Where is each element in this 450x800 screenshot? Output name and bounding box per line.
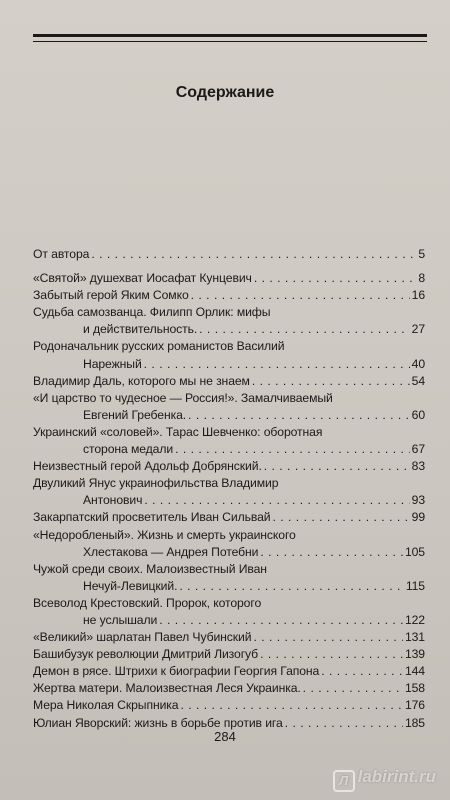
toc-entry bbox=[33, 561, 425, 595]
toc-entry bbox=[33, 424, 425, 458]
toc-leader-dots bbox=[303, 680, 403, 697]
toc-entry bbox=[33, 338, 425, 372]
toc-leader-dots bbox=[144, 356, 410, 373]
toc-entry-title: Демон в рясе. Штрихи к биографии Георгия Гапона bbox=[33, 664, 320, 679]
top-rule-thick bbox=[33, 34, 427, 37]
toc-entry-last-line bbox=[33, 246, 425, 263]
toc-entry-page: 67 bbox=[411, 442, 425, 457]
toc-entry-title: и действительность. bbox=[83, 322, 198, 337]
toc-entry bbox=[33, 287, 425, 304]
toc-entry-page: 115 bbox=[405, 578, 425, 593]
toc-entry-title: Двуликий Янус украинофильства Владимир bbox=[33, 476, 279, 491]
toc-entry-page: 93 bbox=[411, 493, 425, 508]
toc-entry-page: 139 bbox=[404, 647, 425, 662]
toc-entry-last-line bbox=[33, 407, 425, 424]
toc-entry-title: не услышали bbox=[83, 612, 158, 627]
toc-entry-last-line bbox=[33, 612, 425, 629]
toc-entry-last-line bbox=[33, 321, 425, 338]
toc-leader-dots bbox=[191, 287, 410, 304]
toc-entry-last-line bbox=[33, 356, 425, 373]
toc-leader-dots bbox=[272, 509, 409, 526]
toc-leader-dots bbox=[188, 407, 410, 424]
toc-entry bbox=[33, 680, 425, 697]
toc-entry-page: 5 bbox=[418, 247, 425, 261]
toc-entry-title: Закарпатский просветитель Иван Сильвай bbox=[33, 510, 271, 525]
toc-entry-title: Антонович bbox=[83, 493, 143, 508]
toc-leader-dots bbox=[260, 544, 403, 561]
toc-entry-title: Нечуй-Левицкий. bbox=[83, 578, 178, 593]
toc-entry-title: Судьба самозванца. Филипп Орлик: мифы bbox=[33, 305, 271, 320]
toc-entry bbox=[33, 509, 425, 526]
toc-entry-page: 8 bbox=[418, 271, 425, 286]
toc-entry-title: Нарежный bbox=[83, 356, 142, 371]
watermark bbox=[333, 767, 436, 792]
toc-entry-last-line bbox=[33, 458, 425, 475]
toc-entry-title: «Недоробленый». Жизнь и смерть украинского bbox=[33, 527, 296, 542]
toc-entry-title: Неизвестный герой Адольф Добрянский. bbox=[33, 459, 262, 474]
toc-leader-dots bbox=[252, 373, 410, 390]
toc-entry-title: Юлиан Яворский: жизнь в борьбе против ига bbox=[33, 715, 283, 730]
page-number: 284 bbox=[214, 729, 236, 744]
toc-leader-dots bbox=[199, 321, 409, 338]
toc-entry-page: 131 bbox=[404, 630, 425, 645]
toc-entry-last-line bbox=[33, 270, 425, 287]
toc-entry-page: 27 bbox=[411, 322, 425, 337]
toc-entry-title: Мера Николая Скрыпника bbox=[33, 698, 179, 713]
toc-entry-last-line bbox=[33, 578, 425, 595]
toc-entry bbox=[33, 458, 425, 475]
toc-entry bbox=[33, 373, 425, 390]
toc-leader-dots bbox=[264, 458, 410, 475]
toc-entry-last-line bbox=[33, 697, 425, 714]
toc-entry bbox=[33, 246, 425, 263]
toc-entry bbox=[33, 475, 425, 509]
table-of-contents bbox=[33, 246, 425, 732]
toc-leader-dots bbox=[180, 697, 402, 714]
toc-entry-page: 144 bbox=[404, 664, 425, 679]
toc-entry-page: 105 bbox=[404, 544, 425, 559]
toc-entry-title: Владимир Даль, которого мы не знаем bbox=[33, 373, 250, 388]
toc-entry-last-line bbox=[33, 509, 425, 526]
toc-leader-dots bbox=[321, 663, 403, 680]
toc-entry-title: «Святой» душехват Иосафат Кунцевич bbox=[33, 271, 252, 286]
toc-leader-dots bbox=[159, 612, 403, 629]
toc-entry-title: Родоначальник русских романистов Василий bbox=[33, 339, 285, 354]
toc-entry-title: Украинский «соловей». Тарас Шевченко: оборотная bbox=[33, 424, 323, 439]
toc-entry-title: Жертва матери. Малоизвестная Леся Украинка. bbox=[33, 681, 301, 696]
page-title: Содержание bbox=[175, 84, 275, 101]
toc-entry bbox=[33, 646, 425, 663]
toc-entry-page: 99 bbox=[411, 510, 425, 525]
top-rule-thin bbox=[33, 41, 427, 42]
toc-entry-last-line bbox=[33, 663, 425, 680]
toc-entry-page: 60 bbox=[411, 407, 425, 422]
toc-entry-last-line bbox=[33, 287, 425, 304]
toc-entry bbox=[33, 527, 425, 561]
toc-entry-title: От автора bbox=[33, 247, 90, 261]
toc-leader-dots bbox=[144, 492, 409, 509]
toc-entry-title: Всеволод Крестовский. Пророк, которого bbox=[33, 595, 262, 610]
toc-entry-page: 16 bbox=[411, 288, 425, 303]
toc-leader-dots bbox=[175, 441, 410, 458]
toc-entry-last-line bbox=[33, 680, 425, 697]
toc-entry bbox=[33, 697, 425, 714]
toc-entry-title: Забытый герой Яким Сомко bbox=[33, 288, 189, 303]
labirint-logo-icon: Л bbox=[333, 770, 355, 792]
toc-entry bbox=[33, 595, 425, 629]
toc-entry-page: 122 bbox=[404, 612, 425, 627]
toc-entry-page: 83 bbox=[411, 459, 425, 474]
toc-leader-dots bbox=[91, 246, 416, 263]
toc-entry-title: «Великий» шарлатан Павел Чубинский bbox=[33, 630, 252, 645]
toc-entry-page: 54 bbox=[411, 373, 425, 388]
toc-entry-page: 40 bbox=[411, 356, 425, 371]
toc-leader-dots bbox=[179, 578, 404, 595]
toc-entry-last-line bbox=[33, 646, 425, 663]
toc-entry-last-line bbox=[33, 492, 425, 509]
toc-entry bbox=[33, 270, 425, 287]
toc-entry bbox=[33, 390, 425, 424]
toc-entry bbox=[33, 663, 425, 680]
toc-entry-title: Хлестакова — Андрея Потебни bbox=[83, 544, 259, 559]
toc-entry-page: 185 bbox=[404, 715, 425, 730]
toc-entry-last-line bbox=[33, 373, 425, 390]
toc-entry-title: «И царство то чудесное — Россия!». Замалчиваемый bbox=[33, 390, 333, 405]
toc-entry bbox=[33, 629, 425, 646]
toc-entry-page: 158 bbox=[404, 681, 425, 696]
toc-leader-dots bbox=[254, 270, 417, 287]
toc-entry-title: Чужой среди своих. Малоизвестный Иван bbox=[33, 561, 267, 576]
toc-entry-last-line bbox=[33, 629, 425, 646]
toc-entry-title: Башибузук революции Дмитрий Лизогуб bbox=[33, 647, 259, 662]
toc-entry bbox=[33, 304, 425, 338]
toc-entry-title: Евгений Гребенка. bbox=[83, 407, 187, 422]
toc-leader-dots bbox=[253, 629, 403, 646]
toc-entry-page: 176 bbox=[404, 698, 425, 713]
toc-leader-dots bbox=[260, 646, 403, 663]
toc-entry-last-line bbox=[33, 441, 425, 458]
toc-entry-last-line bbox=[33, 544, 425, 561]
toc-entry-title: сторона медали bbox=[83, 442, 174, 457]
watermark-text: labirint.ru bbox=[357, 767, 436, 786]
